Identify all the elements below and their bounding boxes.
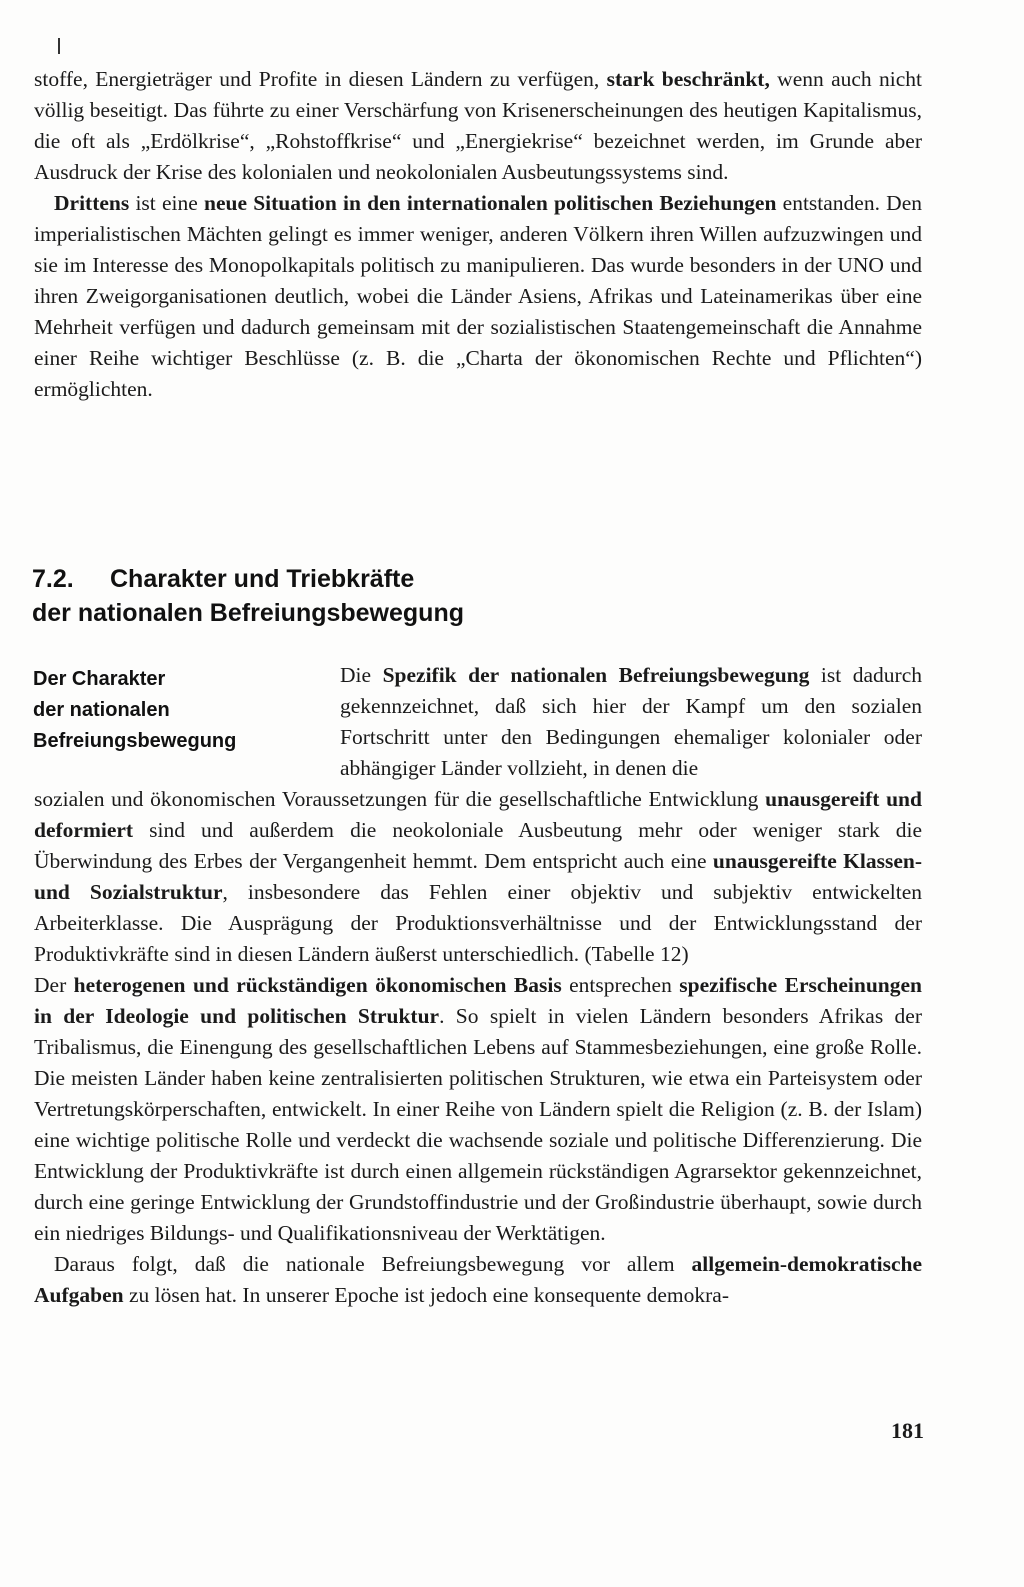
emphasis: heterogenen und rückständigen ökonomischen Basis xyxy=(73,973,562,997)
paragraph: Drittens ist eine neue Situation in den internationalen politischen Beziehungen entstanden. Den imperialistischen Mächten gelingt es immer weniger, anderen Völkern ihren Willen aufzuzwingen und sie im Interesse des Monopolkapitals politisch zu manipulieren. Das wurde besonders in der UNO und ihren Zweigorganisationen deutlich, wobei die Länder Asiens, Afrikas und Lateinamerikas über eine Mehrheit verfügen und dadurch gemeinsam mit der sozialistischen Staatengemeinschaft die Annahme einer Reihe wichtiger Beschlüsse (z. B. die „Charta der ökonomischen Rechte und Pflichten“) ermöglichten. xyxy=(34,191,922,401)
margin-heading xyxy=(33,664,303,757)
main-text xyxy=(34,784,922,1311)
paragraph: Der heterogenen und rückständigen ökonomischen Basis entsprechen spezifische Erscheinungen in der Ideologie und politischen Struktur. So spielt in vielen Ländern besonders Afrikas der Tribalismus, die Einengung des gesellschaftlichen Lebens auf Stammesbeziehungen, eine große Rolle. Die meisten Länder haben keine zentralisierten politischen Strukturen, wie etwa ein Parteisystem oder Vertretungskörperschaften, entwickelt. In einer Reihe von Ländern spielt die Religion (z. B. der Islam) eine wichtige politische Rolle und verdeckt die wachsende soziale und politische Differenzierung. Die Entwicklung der Produktivkräfte ist durch einen allgemein rückständigen Agrarsektor gekennzeichnet, durch eine geringe Entwicklung der Grundstoffindustrie und der Großindustrie überhaupt, sowie durch ein niedriges Bildungs- und Qualifikationsniveau der Werktätigen. xyxy=(34,973,922,1245)
margin-heading-line-1: Der Charakter xyxy=(33,668,166,690)
margin-heading-line-2: der nationalen xyxy=(33,699,170,721)
emphasis: allgemein-demokratische Aufgaben xyxy=(34,1252,922,1307)
page-number: 181 xyxy=(891,1418,924,1443)
margin-heading-line-3: Befreiungsbewegung xyxy=(33,730,237,752)
emphasis: unausgereift und deformiert xyxy=(34,787,922,842)
emphasis: Spezifik der nationalen Befreiungsbewegung xyxy=(382,663,810,687)
side-paragraph: Die Spezifik der nationalen Befreiungsbewegung ist dadurch gekennzeichnet, daß sich hier der Kampf um den sozialen Fortschritt unter den Bedingungen ehemaliger kolonialer oder abhängiger Länder vollzieht, in denen die xyxy=(340,663,923,780)
scan-mark xyxy=(58,38,60,54)
section-number: 7.2. xyxy=(32,565,74,593)
section-title xyxy=(32,562,732,630)
paragraph: stoffe, Energieträger und Profite in diesen Ländern zu verfügen, stark beschränkt, wenn auch nicht völlig beseitigt. Das führte zu einer Verschärfung von Krisenerscheinungen des heutigen Kapitalismus, die oft als „Erdölkrise“, „Rohstoffkrise“ und „Energiekrise“ bezeichnet werden, im Grunde aber Ausdruck der Krise des kolonialen und neokolonialen Ausbeutungssystems sind. xyxy=(34,67,922,184)
paragraph: Daraus folgt, daß die nationale Befreiungsbewegung vor allem allgemein-demokratische Aufgaben zu lösen hat. In unserer Epoche ist jedoch eine konsequente demokra- xyxy=(34,1252,922,1307)
emphasis: spezifische Erscheinungen in der Ideologie und politischen Struktur xyxy=(34,973,922,1028)
emphasis: Drittens xyxy=(54,191,130,215)
section-title-line-2: der nationalen Befreiungsbewegung xyxy=(32,599,464,627)
emphasis: stark beschränkt, xyxy=(606,67,770,91)
emphasis: unausgereifte Klassen- und Sozialstruktur xyxy=(34,849,922,904)
emphasis: neue Situation in den internationalen politischen Beziehungen xyxy=(203,191,777,215)
section-title-line-1: Charakter und Triebkräfte xyxy=(110,565,415,593)
paragraph: sozialen und ökonomischen Voraussetzungen für die gesellschaftliche Entwicklung unausgereift und deformiert sind und außerdem die neokoloniale Ausbeutung mehr oder weniger stark die Überwindung des Erbes der Vergangenheit hemmt. Dem entspricht auch eine unausgereifte Klassen- und Sozialstruktur, insbesondere das Fehlen einer objektiv und subjektiv entwickelten Arbeiterklasse. Die Ausprägung der Produktionsverhältnisse und der Entwicklungsstand der Produktivkräfte sind in diesen Ländern äußerst unterschiedlich. (Tabelle 12) xyxy=(34,787,922,966)
continuation-text xyxy=(34,64,922,405)
